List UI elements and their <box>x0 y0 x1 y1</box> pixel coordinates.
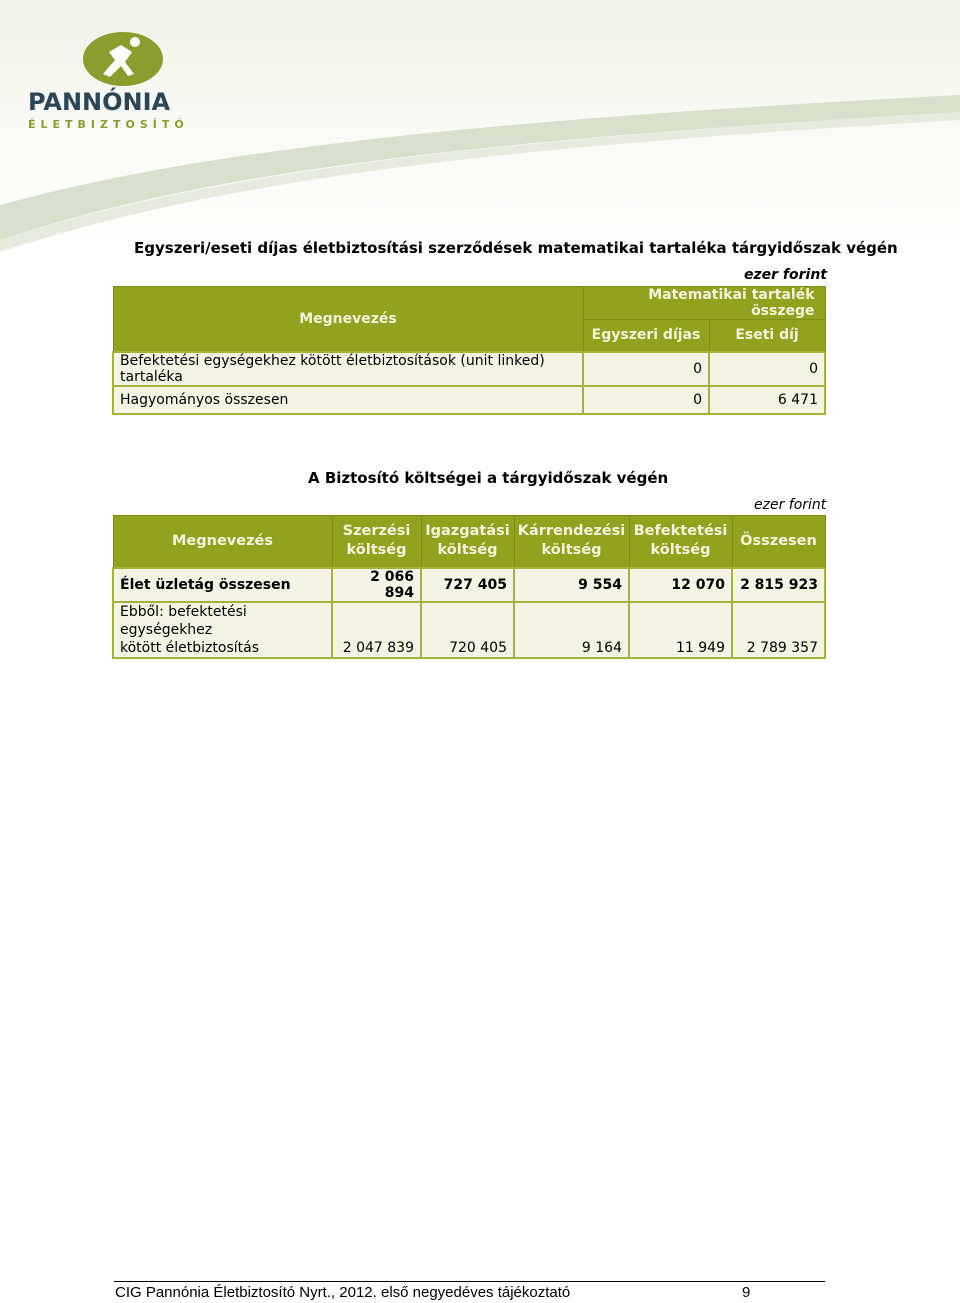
row-label: Befektetési egységekhez kötött életbiztosítások (unit linked) tartaléka <box>113 352 583 386</box>
table-row <box>113 386 825 414</box>
reserve-header-occasional: Eseti díj <box>709 320 825 352</box>
costs-table <box>112 515 826 659</box>
costs-header-acquisition <box>332 516 421 568</box>
row-value: 0 <box>709 352 825 386</box>
row-label: Hagyományos összesen <box>113 386 583 414</box>
row-label <box>113 602 332 658</box>
row-value: 727 405 <box>421 568 514 602</box>
row-value: 2 815 923 <box>732 568 825 602</box>
footer-text: CIG Pannónia Életbiztosító Nyrt., 2012. első negyedéves tájékoztató <box>115 1284 571 1301</box>
table-row <box>113 568 825 602</box>
section2-unit: ezer forint <box>754 497 827 513</box>
logo-name: PANNÓNIA <box>28 88 171 116</box>
row-label-line: Ebből: befektetési egységekhez <box>120 603 247 638</box>
row-value: 9 164 <box>514 602 629 658</box>
costs-header-investment <box>629 516 732 568</box>
header-line: Befektetési <box>633 523 728 540</box>
row-value: 0 <box>583 352 709 386</box>
row-value: 2 789 357 <box>732 602 825 658</box>
row-value: 0 <box>583 386 709 414</box>
footer-divider <box>114 1281 825 1282</box>
row-value: 2 066 894 <box>332 568 421 602</box>
table-row <box>113 352 825 386</box>
reserve-header-group: Matematikai tartalék összege <box>583 287 825 320</box>
header-line: költség <box>437 542 498 559</box>
row-label: Élet üzletág összesen <box>113 568 332 602</box>
row-label-line: kötött életbiztosítás <box>120 639 259 656</box>
costs-header-admin <box>421 516 514 568</box>
row-value: 12 070 <box>629 568 732 602</box>
header-line: Igazgatási <box>425 523 510 540</box>
runner-logo-icon <box>77 30 169 88</box>
table-row <box>113 602 825 658</box>
costs-header-claims <box>514 516 629 568</box>
section2-title: A Biztosító költségei a tárgyidőszak végén <box>308 469 669 487</box>
section1-title: Egyszeri/eseti díjas életbiztosítási szerződések matematikai tartaléka tárgyidőszak végén <box>134 239 898 257</box>
row-value: 11 949 <box>629 602 732 658</box>
reserve-header-name: Megnevezés <box>113 287 583 352</box>
row-value: 720 405 <box>421 602 514 658</box>
company-logo <box>22 30 197 138</box>
reserve-table <box>112 286 826 415</box>
row-value: 6 471 <box>709 386 825 414</box>
header-line: költség <box>650 542 711 559</box>
costs-header-name: Megnevezés <box>113 516 332 568</box>
header-line: Kárrendezési <box>517 523 626 540</box>
row-value: 9 554 <box>514 568 629 602</box>
page-number: 9 <box>742 1284 751 1301</box>
section1-unit: ezer forint <box>744 267 827 283</box>
header-line: költség <box>346 542 407 559</box>
header-line: költség <box>541 542 602 559</box>
header-line: Szerzési <box>342 523 411 540</box>
logo-subtitle: ÉLETBIZTOSÍTÓ <box>28 118 189 131</box>
reserve-header-single: Egyszeri díjas <box>583 320 709 352</box>
row-value: 2 047 839 <box>332 602 421 658</box>
costs-header-total: Összesen <box>732 516 825 568</box>
